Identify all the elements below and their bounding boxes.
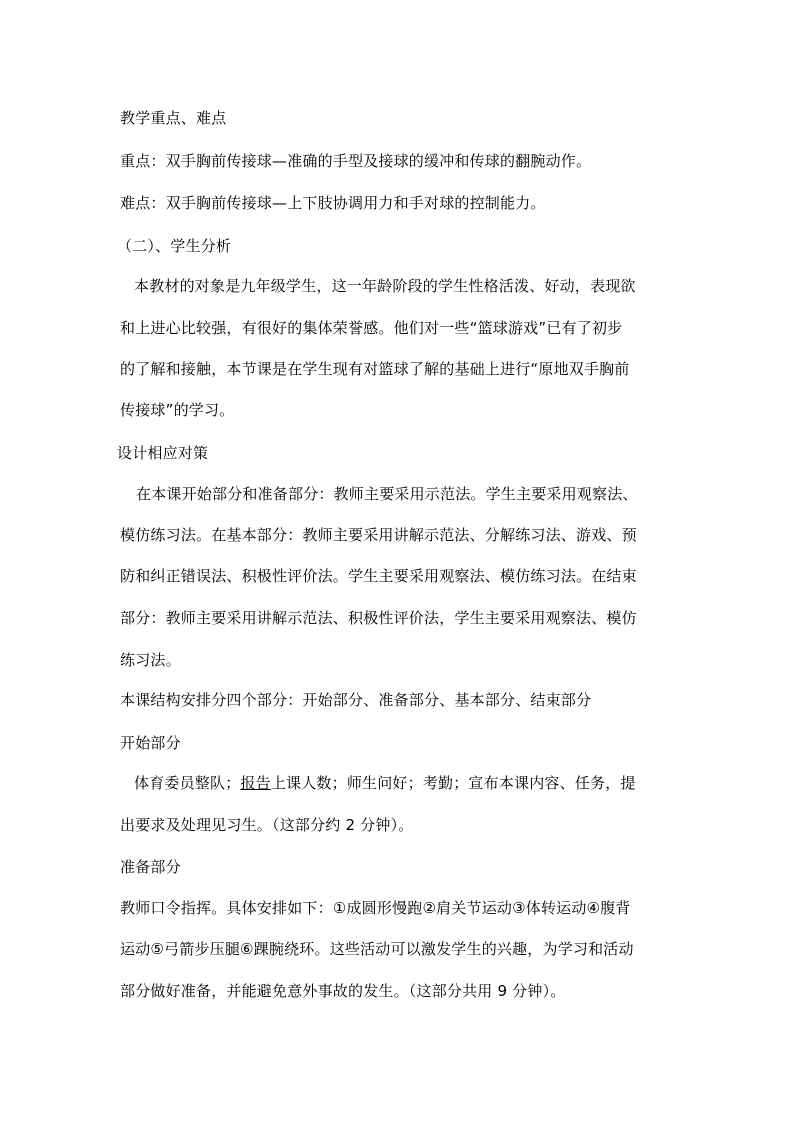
heading-start-part: 开始部分 xyxy=(120,734,181,752)
student-paragraph-line-4: 传接球”的学习。 xyxy=(120,401,235,419)
strategy-paragraph-line-5: 练习法。 xyxy=(120,651,181,669)
student-paragraph-line-1: 本教材的对象是九年级学生，这一年龄阶段的学生性格活泼、好动，表现欲 xyxy=(134,277,636,295)
report-link[interactable]: 报告 xyxy=(240,774,271,792)
prep-paragraph-line-3: 部分做好准备，并能避免意外事故的发生。（这部分共用 9 分钟）。 xyxy=(120,982,566,1000)
focus-line: 重点：双手胸前传接球—准确的手型及接球的缓冲和传球的翻腕动作。 xyxy=(120,152,592,170)
structure-line: 本课结构安排分四个部分：开始部分、准备部分、基本部分、结束部分 xyxy=(120,691,592,709)
strategy-paragraph-line-3: 防和纠正错误法、积极性评价法。学生主要采用观察法、模仿练习法。在结束 xyxy=(120,567,637,585)
heading-focus: 教学重点、难点 xyxy=(120,109,227,127)
start-text-a: 体育委员整队； xyxy=(134,774,241,792)
prep-paragraph-line-1: 教师口令指挥。具体安排如下：①成圆形慢跑②肩关节运动③体转运动④腹背 xyxy=(120,899,631,917)
start-paragraph-line-1 xyxy=(134,773,636,793)
strategy-paragraph-line-1: 在本课开始部分和准备部分：教师主要采用示范法。学生主要采用观察法、 xyxy=(136,485,638,503)
strategy-paragraph-line-2: 模仿练习法。在基本部分：教师主要采用讲解示范法、分解练习法、游戏、预 xyxy=(120,526,637,544)
student-paragraph-line-3: 的了解和接触，本节课是在学生现有对篮球了解的基础上进行“原地双手胸前 xyxy=(120,360,630,378)
section-student-analysis: （二）、学生分析 xyxy=(117,237,232,255)
heading-prep-part: 准备部分 xyxy=(120,858,181,876)
student-paragraph-line-2: 和上进心比较强，有很好的集体荣誉感。他们对一些“篮球游戏”已有了初步 xyxy=(120,319,623,337)
strategy-paragraph-line-4: 部分：教师主要采用讲解示范法、积极性评价法，学生主要采用观察法、模仿 xyxy=(120,609,637,627)
difficulty-line: 难点：双手胸前传接球—上下肢协调用力和手对球的控制能力。 xyxy=(120,194,546,212)
start-paragraph-line-2: 出要求及处理见习生。（这部分约 2 分钟）。 xyxy=(120,816,414,834)
prep-paragraph-line-2: 运动⑤弓箭步压腿⑥踝腕绕环。这些活动可以激发学生的兴趣，为学习和活动 xyxy=(120,940,634,958)
heading-strategy: 设计相应对策 xyxy=(117,444,209,462)
start-text-b: 上课人数；师生问好；考勤；宣布本课内容、任务，提 xyxy=(270,774,636,792)
